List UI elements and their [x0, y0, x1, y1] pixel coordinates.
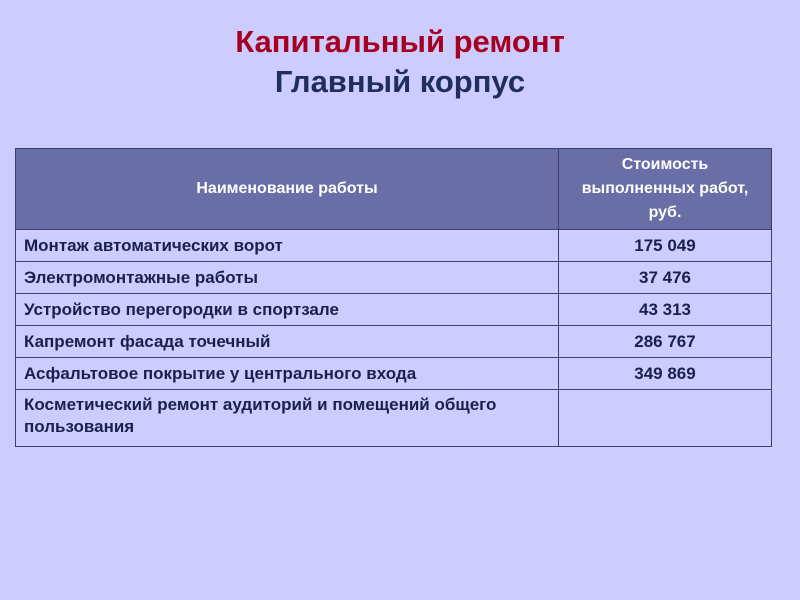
table-row — [16, 294, 772, 326]
row-work-name: Электромонтажные работы — [16, 262, 559, 294]
title-line-2: Главный корпус — [274, 64, 526, 99]
row-work-name: Асфальтовое покрытие у центрального входа — [16, 358, 559, 390]
table-header-row — [16, 149, 772, 230]
header-work-name: Наименование работы — [16, 149, 559, 230]
table-row — [16, 262, 772, 294]
row-cost: 43 313 — [559, 294, 772, 326]
row-cost: 37 476 — [559, 262, 772, 294]
header-cost: Стоимость выполненных работ, руб. — [559, 149, 772, 230]
row-work-name: Косметический ремонт аудиторий и помещений общего пользования — [16, 390, 559, 447]
row-work-name: Монтаж автоматических ворот — [16, 230, 559, 262]
table-row — [16, 230, 772, 262]
row-cost — [559, 390, 772, 447]
slide-title — [0, 22, 800, 102]
table-row — [16, 326, 772, 358]
row-cost: 286 767 — [559, 326, 772, 358]
row-work-name: Устройство перегородки в спортзале — [16, 294, 559, 326]
works-table — [15, 148, 772, 447]
row-work-name: Капремонт фасада точечный — [16, 326, 559, 358]
title-line-1: Капитальный ремонт — [235, 24, 565, 59]
row-cost: 175 049 — [559, 230, 772, 262]
table-row — [16, 390, 772, 447]
table-row — [16, 358, 772, 390]
row-cost: 349 869 — [559, 358, 772, 390]
